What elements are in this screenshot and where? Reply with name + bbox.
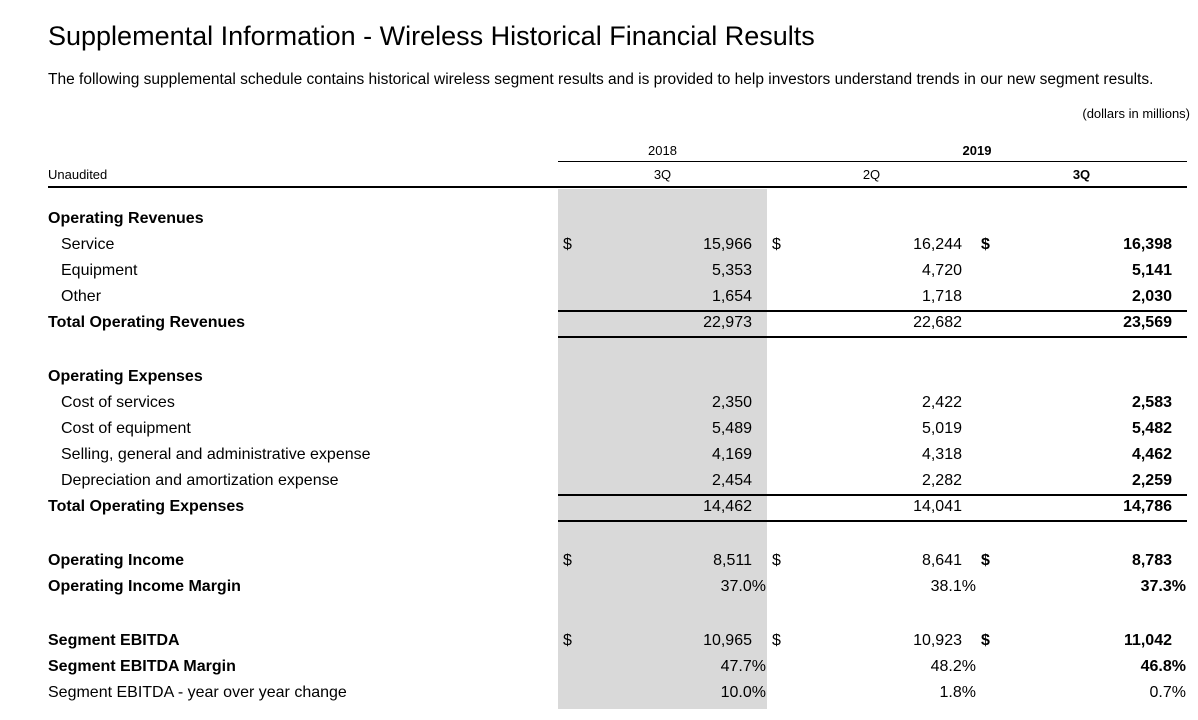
cell-sga-2019-2q: 4,318 (921, 446, 962, 463)
cell-cost-equipment-2018-3q: 5,489 (711, 420, 752, 437)
cell-cost-equipment-2019-3q: 5,482 (1131, 420, 1172, 437)
col-header-3q-2018: 3Q (653, 167, 672, 182)
cell-equipment-2019-2q: 4,720 (921, 262, 962, 279)
subtotal-rule-expenses (558, 494, 1187, 496)
cell-cost-services-2019-2q: 2,422 (921, 394, 962, 411)
header-rule-years (558, 161, 1187, 162)
cell-ebitda-margin-2019-2q: 48.2% (930, 658, 976, 675)
page-title: Supplemental Information - Wireless Historical Financial Results (48, 21, 815, 51)
cell-service-2019-2q: 16,244 (913, 236, 962, 253)
row-label-service: Service (61, 236, 115, 253)
page-subtitle: The following supplemental schedule contains historical wireless segment results and is provided to help investors understand trends in our new segment results. (48, 71, 1154, 88)
cell-total-revenues-2019-3q: 23,569 (1123, 314, 1172, 331)
row-label-sga: Selling, general and administrative expense (61, 446, 371, 463)
cell-other-2019-3q: 2,030 (1131, 288, 1172, 305)
cell-operating-income-2019-2q: 8,641 (921, 552, 962, 569)
row-label-operating-margin: Operating Income Margin (48, 578, 241, 595)
cell-operating-margin-2018-3q: 37.0% (720, 578, 766, 595)
cell-cost-equipment-2019-2q: 5,019 (921, 420, 962, 437)
cell-operating-income-2019-3q: 8,783 (1131, 552, 1172, 569)
cell-total-expenses-2018-3q: 14,462 (703, 498, 752, 515)
cell-service-2018-3q: 15,966 (703, 236, 752, 253)
row-label-operating-income: Operating Income (48, 552, 185, 569)
row-label-total-revenues: Total Operating Revenues (48, 314, 246, 331)
row-label-ebitda-yoy: Segment EBITDA - year over year change (48, 684, 347, 701)
cell-ebitda-2018-3q: 10,965 (703, 632, 752, 649)
dollar-sign: $ (772, 552, 781, 569)
dollar-sign: $ (563, 552, 572, 569)
year-2019: 2019 (962, 143, 992, 158)
dollar-sign: $ (563, 632, 572, 649)
year-2018: 2018 (648, 143, 677, 158)
cell-total-revenues-2018-3q: 22,973 (703, 314, 752, 331)
cell-cost-services-2019-3q: 2,583 (1131, 394, 1172, 411)
cell-ebitda-yoy-2019-2q: 1.8% (939, 684, 976, 701)
row-label-depreciation: Depreciation and amortization expense (61, 472, 339, 489)
col-header-3q-2019: 3Q (1072, 167, 1091, 182)
cell-other-2018-3q: 1,654 (711, 288, 752, 305)
dollar-sign: $ (563, 236, 572, 253)
dollar-sign: $ (981, 236, 990, 253)
row-label-other: Other (61, 288, 102, 305)
cell-ebitda-yoy-2018-3q: 10.0% (720, 684, 766, 701)
cell-ebitda-2019-2q: 10,923 (913, 632, 962, 649)
row-label-cost-of-services: Cost of services (61, 394, 175, 411)
cell-operating-margin-2019-3q: 37.3% (1140, 578, 1186, 595)
cell-equipment-2018-3q: 5,353 (711, 262, 752, 279)
section-heading-expenses: Operating Expenses (48, 368, 203, 385)
cell-service-2019-3q: 16,398 (1123, 236, 1172, 253)
cell-total-revenues-2019-2q: 22,682 (913, 314, 962, 331)
total-rule-revenues (558, 336, 1187, 338)
dollar-sign: $ (772, 632, 781, 649)
cell-sga-2018-3q: 4,169 (711, 446, 752, 463)
col-header-2q-2019: 2Q (862, 167, 881, 182)
cell-total-expenses-2019-3q: 14,786 (1123, 498, 1172, 515)
cell-ebitda-margin-2018-3q: 47.7% (720, 658, 766, 675)
unaudited-label: Unaudited (48, 167, 108, 182)
units-note: (dollars in millions) (1082, 106, 1190, 121)
row-label-total-expenses: Total Operating Expenses (48, 498, 245, 515)
cell-other-2019-2q: 1,718 (921, 288, 962, 305)
cell-total-expenses-2019-2q: 14,041 (913, 498, 962, 515)
row-label-cost-of-equipment: Cost of equipment (61, 420, 191, 437)
cell-equipment-2019-3q: 5,141 (1131, 262, 1172, 279)
dollar-sign: $ (981, 632, 990, 649)
dollar-sign: $ (981, 552, 990, 569)
cell-depreciation-2018-3q: 2,454 (711, 472, 752, 489)
cell-sga-2019-3q: 4,462 (1131, 446, 1172, 463)
cell-cost-services-2018-3q: 2,350 (711, 394, 752, 411)
row-label-equipment: Equipment (61, 262, 138, 279)
cell-ebitda-yoy-2019-3q: 0.7% (1149, 684, 1186, 701)
total-rule-expenses (558, 520, 1187, 522)
dollar-sign: $ (772, 236, 781, 253)
cell-operating-margin-2019-2q: 38.1% (930, 578, 976, 595)
cell-ebitda-margin-2019-3q: 46.8% (1140, 658, 1186, 675)
cell-ebitda-2019-3q: 11,042 (1123, 632, 1172, 649)
cell-depreciation-2019-2q: 2,282 (921, 472, 962, 489)
row-label-ebitda-margin: Segment EBITDA Margin (48, 658, 236, 675)
subtotal-rule-revenues (558, 310, 1187, 312)
section-heading-revenues: Operating Revenues (48, 210, 204, 227)
header-rule (48, 186, 1187, 188)
row-label-segment-ebitda: Segment EBITDA (48, 632, 180, 649)
cell-operating-income-2018-3q: 8,511 (713, 552, 752, 569)
cell-depreciation-2019-3q: 2,259 (1131, 472, 1172, 489)
